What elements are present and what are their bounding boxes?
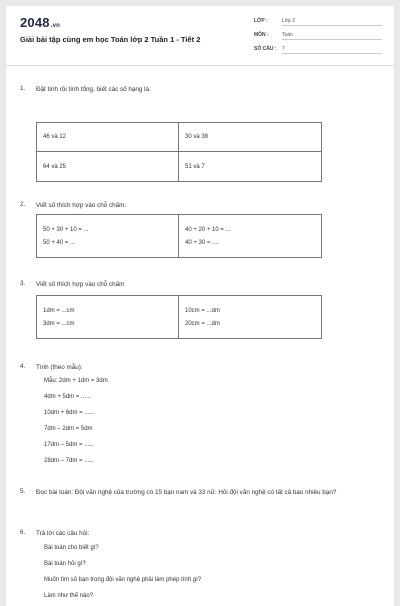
question-text: Trả lời các câu hỏi: [36, 530, 90, 537]
question-number: 6. [20, 529, 26, 536]
page-title: Giải bài tập cùng em học Toán lớp 2 Tuần 1 - Tiết 2 [20, 35, 201, 44]
exercise-line: 4dm + 5dm = ...... [44, 394, 92, 400]
question-number: 5. [20, 488, 26, 495]
sub-question: Bài toán hỏi gì? [44, 561, 86, 567]
sub-question: Bài toán cho biết gì? [44, 545, 99, 551]
exercise-line: 7dm – 2dm = 5dm [44, 426, 93, 432]
sub-question: Muốn tìm số bạn trong đội văn nghệ phải làm phép tính gì? [44, 577, 202, 583]
exercise-line: 28dm – 7dm = ...... [44, 458, 95, 464]
exercise-line: 10dm + 6dm = ...... [44, 410, 95, 416]
table-cell: 30 và 38 [179, 123, 321, 152]
question-number: 4. [20, 363, 26, 370]
question-text: Viết số thích hợp vào chỗ chấm: [36, 202, 127, 209]
meta-class-value: Lớp 2 [282, 18, 382, 26]
page-header [6, 6, 394, 66]
q1-table [36, 122, 322, 182]
meta-count-label: SỐ CÂU : [254, 46, 277, 52]
exercise-line: 17dm – 5dm = ...... [44, 442, 95, 448]
table-cell: 1dm = ...cm 3dm = ...cm [37, 296, 179, 338]
table-cell: 51 và 7 [185, 163, 205, 170]
question-text: Tính (theo mẫu): [36, 364, 83, 371]
example-line: Mẫu: 2dm + 1dm = 3dm [44, 378, 108, 384]
sub-question: Làm như thế nào? [44, 593, 94, 599]
site-logo[interactable]: 2048.vn [20, 15, 61, 30]
table-cell: 64 và 25 [37, 152, 179, 181]
question-text: Viết số thích hợp vào chỗ chấm [36, 281, 125, 288]
question-number: 1. [20, 85, 26, 92]
table-cell: 50 + 30 + 10 = ... 50 + 40 = ... [37, 215, 179, 257]
meta-count-value: 7 [282, 46, 382, 54]
question-number: 3. [20, 280, 26, 287]
question-number: 2. [20, 201, 26, 208]
table-cell: 40 + 20 + 10 = ... 40 + 30 = .... [185, 226, 231, 246]
q2-table [36, 214, 322, 258]
q3-table [36, 295, 322, 339]
meta-class-label: LỚP : [254, 18, 268, 24]
question-text: Đọc bài toán: Đội văn nghệ của trường có 15 bạn nam và 33 nữ. Hỏi đội văn nghệ có tất cả bao nhiêu bạn? [36, 489, 337, 496]
table-cell: 46 và 12 [37, 123, 179, 152]
table-cell: 10cm = ...dm 20cm = ...dm [185, 307, 220, 327]
meta-subject-label: MÔN : [254, 32, 269, 38]
meta-subject-value: Toán [282, 32, 382, 40]
worksheet-page [6, 6, 394, 606]
question-text: Đặt tính rồi tính tổng, biết các số hạng là: [36, 86, 151, 93]
